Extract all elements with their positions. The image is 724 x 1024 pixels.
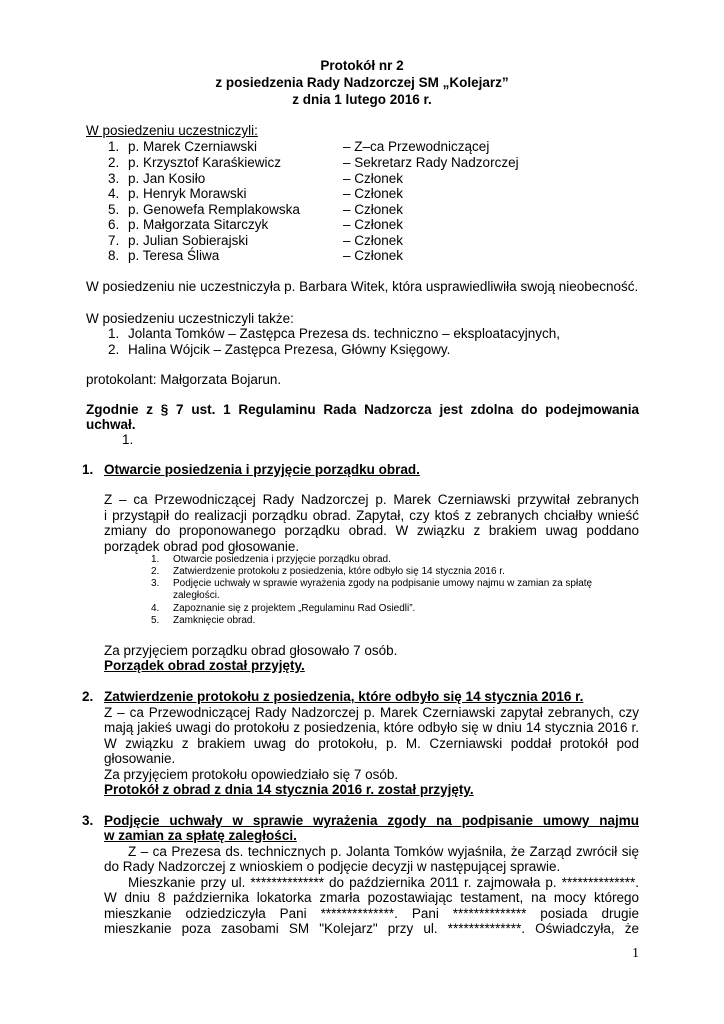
attendee-num: 5. (108, 202, 120, 217)
attendee-num: 2. (108, 155, 120, 170)
section-3-title-line-1: Podjęcie uchwały w sprawie wyrażenia zgody na podpisanie umowy najmu (104, 813, 639, 828)
recorder: protokolant: Małgorzata Bojarun. (86, 372, 282, 387)
also-num: 2. (108, 342, 120, 357)
attendee-num: 3. (108, 171, 120, 186)
agenda-item: Otwarcie posiedzenia i przyjęcie porządku obrad. (173, 554, 391, 565)
section-3-number: 3. (82, 813, 94, 828)
attendee-num: 6. (108, 217, 120, 232)
section-1-number: 1. (82, 462, 94, 477)
section-1-result: Porządek obrad został przyjęty. (104, 658, 305, 673)
agenda-item: Podjęcie uchwały w sprawie wyrażenia zgody na podpisanie umowy najmu w zamian za spłatę (173, 578, 593, 589)
title-line-1: Protokół nr 2 (320, 58, 404, 73)
agenda-num: 3. (151, 578, 160, 589)
agenda-item: Zatwierdzenie protokołu z posiedzenia, które odbyło się 14 stycznia 2016 r. (173, 566, 505, 577)
section-2-result: Protokół z obrad z dnia 14 stycznia 2016 r. został przyjęty. (104, 782, 474, 797)
section-2-vote: Za przyjęciem protokołu opowiedziało się 7 osób. (104, 767, 399, 782)
attendee-role: – Sekretarz Rady Nadzorczej (343, 155, 519, 170)
attendee-num: 7. (108, 233, 120, 248)
also-num: 1. (108, 326, 120, 341)
page-number: 1 (632, 946, 639, 961)
quorum-line-2: uchwał. (86, 417, 136, 432)
agenda-num: 2. (151, 566, 160, 577)
section-2-title: Zatwierdzenie protokołu z posiedzenia, które odbyło się 14 stycznia 2016 r. (104, 689, 584, 704)
section-2-paragraph-line: W związku z brakiem uwag do protokołu, p. M. Czerniawski poddał protokół pod (104, 736, 639, 751)
section-3-paragraph-line: mieszkanie odziedziczyła Pani **************. Pani ************** posiada drugie (104, 906, 639, 921)
also-item: Halina Wójcik – Zastępca Prezesa, Główny Księgowy. (128, 342, 451, 357)
attendee-role: – Członek (343, 202, 404, 217)
section-3-title-line-2: w zamian za spłatę zaległości. (104, 828, 297, 843)
attendee-name: p. Genowefa Remplakowska (128, 202, 300, 217)
agenda-num: 1. (151, 554, 160, 565)
section-1-paragraph-line: Z – ca Przewodniczącej Rady Nadzorczej p. Marek Czerniawski przywitał zebranych (104, 492, 639, 507)
attendee-num: 4. (108, 186, 120, 201)
attendee-role: – Z–ca Przewodniczącej (343, 139, 490, 154)
also-item: Jolanta Tomków – Zastępca Prezesa ds. techniczno – eksploatacyjnych, (128, 326, 560, 341)
agenda-num: 4. (151, 603, 160, 614)
attendee-role: – Członek (343, 217, 404, 232)
agenda-item: Zamknięcie obrad. (173, 615, 256, 626)
section-1-paragraph-line: porządek obrad pod głosowanie. (104, 539, 300, 554)
attendee-name: p. Jan Kosiło (128, 171, 206, 186)
attendee-role: – Członek (343, 233, 404, 248)
attendee-name: p. Julian Sobierajski (128, 233, 249, 248)
quorum-line-1: Zgodnie z § 7 ust. 1 Regulaminu Rada Nadzorcza jest zdolna do podejmowania (86, 402, 639, 417)
title-line-3: z dnia 1 lutego 2016 r. (292, 92, 432, 107)
section-2-number: 2. (82, 689, 94, 704)
attendee-role: – Członek (343, 171, 404, 186)
section-1-vote: Za przyjęciem porządku obrad głosowało 7 osób. (104, 643, 398, 658)
section-3-paragraph-line: do Rady Nadzorczej z wnioskiem o podjęcie decyzji w następującej sprawie. (104, 859, 561, 874)
attendee-role: – Członek (343, 248, 404, 263)
section-1-title: Otwarcie posiedzenia i przyjęcie porządku obrad. (104, 462, 420, 477)
section-1-paragraph-line: i przystąpił do realizacji porządku obrad. Zapytał, czy ktoś z zebranych chciałby wnieść (104, 508, 639, 523)
section-3-paragraph-line: Z – ca Prezesa ds. technicznych p. Jolanta Tomków wyjaśniła, że Zarząd zwrócił się (128, 844, 639, 859)
attendee-name: p. Krzysztof Karaśkiewicz (128, 155, 282, 170)
section-3-paragraph-line: W dniu 8 października lokatorka zmarła pozostawiając testament, na mocy którego (104, 890, 639, 905)
section-3-paragraph-line: mieszkanie poza zasobami SM "Kolejarz" przy ul. **************. Oświadczyła, że (104, 921, 639, 936)
agenda-item: Zapoznanie się z projektem „Regulaminu Rad Osiedli”. (173, 603, 416, 614)
attendee-name: p. Marek Czerniawski (128, 139, 258, 154)
attendees-heading: W posiedzeniu uczestniczyli: (86, 123, 258, 138)
section-2-paragraph-line: Z – ca Przewodniczącej Rady Nadzorczej p. Marek Czerniawski zapytał zebranych, czy (104, 705, 639, 720)
section-2-paragraph-line: głosowanie. (104, 751, 176, 766)
section-3-paragraph-line: Mieszkanie przy ul. ************** do października 2011 r. zajmowała p. **************. (128, 875, 639, 890)
attendee-name: p. Małgorzata Sitarczyk (128, 217, 269, 232)
absence-note: W posiedzeniu nie uczestniczyła p. Barbara Witek, która usprawiedliwiła swoją nieobecność. (86, 279, 639, 294)
title-line-2: z posiedzenia Rady Nadzorczej SM „Kolejarz” (215, 75, 509, 90)
attendee-num: 8. (108, 248, 120, 263)
attendee-role: – Członek (343, 186, 404, 201)
attendee-name: p. Teresa Śliwa (128, 248, 220, 263)
agenda-num: 5. (151, 615, 160, 626)
section-1-paragraph-line: zmiany do proponowanego porządku obrad. W związku z brakiem uwag poddano (104, 523, 639, 538)
also-heading: W posiedzeniu uczestniczyli także: (86, 311, 294, 326)
agenda-item: zaległości. (173, 590, 220, 601)
attendee-name: p. Henryk Morawski (128, 186, 247, 201)
attendee-num: 1. (108, 139, 120, 154)
section-2-paragraph-line: mają jakieś uwagi do protokołu z posiedzenia, które odbyło się w dniu 14 stycznia 2016 r. (104, 720, 639, 735)
stray-number: 1. (122, 432, 134, 447)
